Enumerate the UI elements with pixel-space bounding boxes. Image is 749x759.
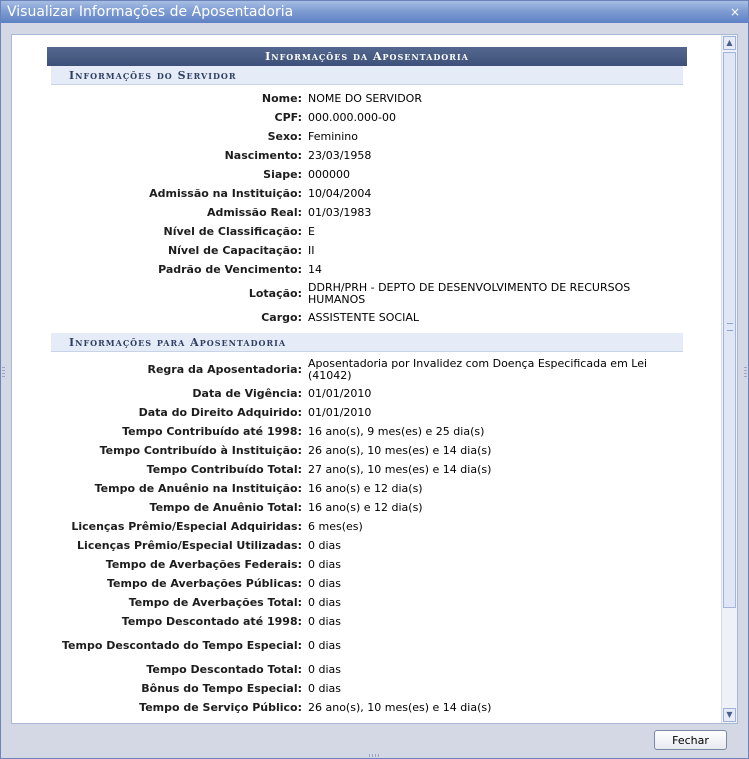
aposentadoria-row-contribuido-1998 [47,422,687,441]
aposentadoria-row-servico-publico [47,698,687,717]
field-label: Admissão na Instituição: [149,187,302,200]
field-label: Tempo de Anuênio Total: [149,501,302,514]
field-value: 01/03/1983 [308,205,372,219]
aposentadoria-row-regra [47,355,687,384]
field-value: 10/04/2004 [308,186,372,200]
field-value: 01/01/2010 [308,386,372,400]
aposentadoria-row-descontado-total [47,660,687,679]
aposentadoria-row-averbacoes-publicas [47,574,687,593]
servidor-row-cargo [47,308,687,327]
aposentadoria-row-anuenio-total [47,498,687,517]
field-value: 0 dias [308,681,342,695]
aposentadoria-row-descontado-especial [47,631,687,660]
aposentadoria-row-contribuido-total [47,460,687,479]
info-panel [47,47,687,717]
field-value: II [308,243,315,257]
field-label: Bônus do Tempo Especial: [141,682,302,695]
field-value: 0 dias [308,595,342,609]
aposentadoria-row-averbacoes-federais [47,555,687,574]
field-value: 27 ano(s), 10 mes(es) e 14 dia(s) [308,462,492,476]
grip-icon [727,323,733,331]
field-label: Nível de Capacitação: [167,244,302,257]
aposentadoria-row-averbacoes-total [47,593,687,612]
field-label: Data de Vigência: [192,387,302,400]
field-label: Lotação: [248,287,302,300]
aposentadoria-row-licencas-utilizadas [47,536,687,555]
field-value: 26 ano(s), 10 mes(es) e 14 dia(s) [308,443,492,457]
field-value: 14 [308,262,322,276]
field-label: Tempo Descontado Total: [146,663,302,676]
servidor-row-nivel-classificacao [47,222,687,241]
servidor-row-admissao-real [47,203,687,222]
field-label: Tempo Contribuído à Instituição: [99,444,302,457]
field-value: 16 ano(s) e 12 dia(s) [308,500,423,514]
aposentadoria-row-direito-adquirido [47,403,687,422]
field-label: Licenças Prêmio/Especial Adquiridas: [71,520,302,533]
content-frame [11,34,738,724]
aposentadoria-row-data-vigencia [47,384,687,403]
field-value: ASSISTENTE SOCIAL [308,310,419,324]
resize-handle-right[interactable] [744,367,747,379]
field-label: Tempo de Serviço Público: [139,701,302,714]
field-label: Sexo: [267,130,302,143]
servidor-row-nascimento [47,146,687,165]
dialog-titlebar [1,1,748,23]
field-value: 16 ano(s) e 12 dia(s) [308,481,423,495]
scroll-down-icon[interactable]: ▼ [723,708,736,722]
field-value: 000000 [308,167,350,181]
field-value: 6 mes(es) [308,519,363,533]
servidor-row-cpf [47,108,687,127]
field-label: Tempo Descontado até 1998: [121,615,302,628]
field-value: NOME DO SERVIDOR [308,91,422,105]
servidor-row-lotacao [47,279,687,308]
servidor-row-sexo [47,127,687,146]
close-button[interactable]: Fechar [654,730,727,750]
field-value: 01/01/2010 [308,405,372,419]
scrollbar-thumb[interactable] [723,52,736,608]
field-value: Aposentadoria por Invalidez com Doença Especificada em Lei (41042) [308,356,648,382]
field-value: E [308,224,315,238]
field-value: 26 ano(s), 10 mes(es) e 14 dia(s) [308,700,492,714]
close-icon[interactable]: × [729,5,741,19]
field-label: Tempo Contribuído até 1998: [122,425,302,438]
panel-title: Informações da Aposentadoria [47,47,687,66]
servidor-rows [47,85,687,327]
section-header-servidor: Informações do Servidor [51,66,683,85]
servidor-row-padrao-vencimento [47,260,687,279]
field-value: 000.000.000-00 [308,110,396,124]
aposentadoria-row-contribuido-instituicao [47,441,687,460]
field-label: Tempo de Averbações Públicas: [107,577,302,590]
servidor-row-nivel-capacitacao [47,241,687,260]
field-value: 0 dias [308,576,342,590]
field-label: Regra da Aposentadoria: [147,363,302,376]
field-value: Feminino [308,129,358,143]
field-value: 0 dias [308,614,342,628]
field-label: Tempo Contribuído Total: [146,463,302,476]
aposentadoria-row-descontado-1998 [47,612,687,631]
field-label: Tempo de Averbações Total: [128,596,302,609]
field-label: Tempo de Averbações Federais: [105,558,302,571]
field-label: Nome: [261,92,302,105]
field-value: 0 dias [308,638,342,652]
field-label: Nascimento: [224,149,302,162]
field-label: Tempo de Anuênio na Instituição: [94,482,302,495]
field-label: Nível de Classificação: [163,225,302,238]
field-label: Admissão Real: [206,206,302,219]
servidor-row-admissao-instituicao [47,184,687,203]
field-label: Tempo Descontado do Tempo Especial: [62,639,302,652]
aposentadoria-row-anuenio-instituicao [47,479,687,498]
servidor-row-nome [47,89,687,108]
aposentadoria-row-bonus-especial [47,679,687,698]
field-label: Cargo: [261,311,302,324]
field-label: Licenças Prêmio/Especial Utilizadas: [77,539,302,552]
field-value: 0 dias [308,538,342,552]
field-label: CPF: [274,111,302,124]
scroll-up-icon[interactable]: ▲ [723,36,736,50]
dialog-title: Visualizar Informações de Aposentadoria [7,4,294,20]
scroll-area [12,35,722,723]
vertical-scrollbar[interactable] [721,35,737,723]
aposentadoria-rows [47,352,687,717]
field-value: 23/03/1958 [308,148,372,162]
field-value: DDRH/PRH - DEPTO DE DESENVOLVIMENTO DE RECURSOS HUMANOS [308,280,631,306]
resize-handle-left[interactable] [2,367,5,379]
resize-handle-bottom[interactable] [369,754,381,757]
field-label: Siape: [263,168,302,181]
field-label: Padrão de Vencimento: [158,263,302,276]
field-label: Data do Direito Adquirido: [138,406,302,419]
aposentadoria-row-licencas-adquiridas [47,517,687,536]
section-header-aposentadoria: Informações para Aposentadoria [51,333,683,352]
field-value: 0 dias [308,557,342,571]
field-value: 0 dias [308,662,342,676]
servidor-row-siape [47,165,687,184]
field-value: 16 ano(s), 9 mes(es) e 25 dia(s) [308,424,485,438]
